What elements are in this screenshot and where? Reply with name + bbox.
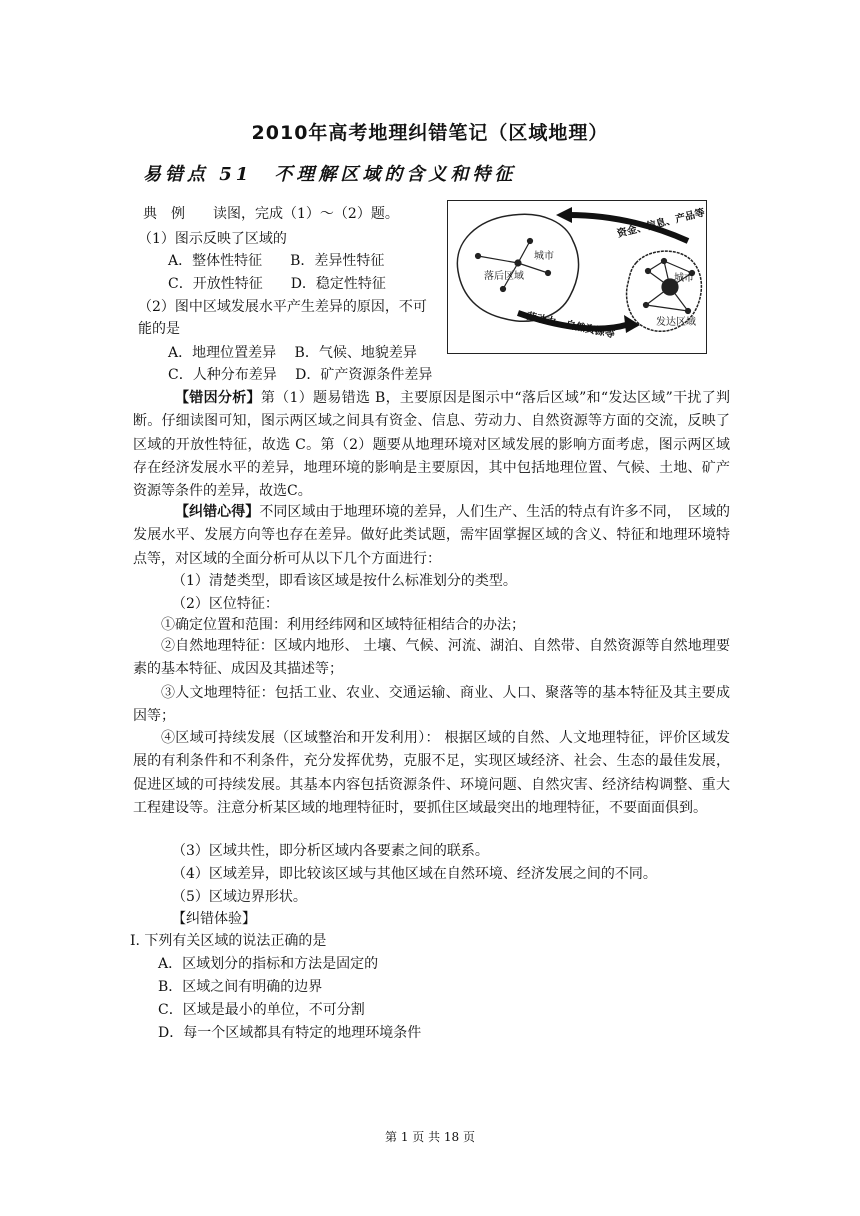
error-insight-tag: 【纠错心得】 xyxy=(175,504,260,520)
exercise-option-d: D．每一个区域都具有特定的地理环境条件 xyxy=(158,1025,422,1041)
top-arrow-label: 资金、信息、产品等 xyxy=(616,207,706,240)
left-region-label: 落后区域 xyxy=(484,271,524,282)
exercise-tag: 【纠错体验】 xyxy=(172,911,256,927)
exercise-option-c: C．区域是最小的单位，不可分割 xyxy=(158,1002,365,1018)
question-1-options-cd: C．开放性特征 D．稳定性特征 xyxy=(168,276,386,292)
example-intro: 典 例 读图，完成（1）～（2）题。 xyxy=(143,206,399,222)
region-exchange-diagram xyxy=(447,200,707,354)
question-1: （1）图示反映了区域的 xyxy=(138,231,287,247)
insight-point-5: （5）区域边界形状。 xyxy=(172,889,307,905)
insight-point-2: （2）区位特征： xyxy=(172,596,279,612)
right-region-label: 发达区域 xyxy=(656,317,696,328)
insight-point-1: （1）清楚类型，即看该区域是按什么标准划分的类型。 xyxy=(172,573,517,589)
question-2-options-ab: A．地理位置差异 B．气候、地貌差异 xyxy=(168,345,417,361)
question-1-options-ab: A．整体性特征 B．差异性特征 xyxy=(168,253,385,269)
page-footer: 第 1 页 共 18 页 xyxy=(385,1130,475,1144)
insight-subpoint-1: ①确定位置和范围：利用经纬网和区域特征相结合的办法； xyxy=(161,617,525,633)
backward-region-network xyxy=(476,239,551,292)
insight-point-3: （3）区域共性，即分析区域内各要素之间的联系。 xyxy=(172,843,489,859)
error-analysis-tag: 【错因分析】 xyxy=(175,390,261,406)
exercise-option-a: A．区域划分的指标和方法是固定的 xyxy=(158,956,379,972)
insight-subpoint-3: ③人文地理特征：包括工业、农业、交通运输、商业、人口、聚落等的基本特征及其主要成因等； xyxy=(133,685,730,725)
document-title: 2010年高考地理纠错笔记（区域地理） xyxy=(251,122,609,144)
right-city-label: 城市 xyxy=(674,273,694,284)
insight-point-4: （4）区域差异，即比较该区域与其他区域在自然环境、经济发展之间的不同。 xyxy=(172,866,657,882)
insight-subpoint-2: ②自然地理特征：区域内地形、 土壤、气候、河流、湖泊、自然带、自然资源等自然地理要素的基本特征、成因及其描述等； xyxy=(133,638,730,678)
exercise-option-b: B．区域之间有明确的边界 xyxy=(158,979,323,995)
error-analysis-text: 第（1）题易错选 B，主要原因是图示中“落后区域”和“发达区域”干扰了判断。仔细读图可知，图示两区域之间具有资金、信息、劳动力、自然资源等方面的交流，反映了区域的开放性特征，故选 C。第（2）题要从地理环境对区域发展的影响方面考虑，图示两区域存在经济发展水平的差异，地理环境的影响是主要原因，其中包括地理位置、气候、土地、矿产资源等条件的差异，故选C。 xyxy=(133,390,731,500)
bottom-arrow-label: 劳动力、自然资源等 xyxy=(525,311,616,341)
left-city-label: 城市 xyxy=(534,251,554,262)
question-2-line-2: 能的是 xyxy=(138,321,180,337)
developed-region-network xyxy=(644,259,695,314)
section-heading: 易错点 51 不理解区域的含义和特征 xyxy=(143,164,517,185)
backward-region-outline xyxy=(457,214,578,321)
bottom-arrow-head xyxy=(624,315,640,333)
question-2-line-1: （2）图中区域发展水平产生差异的原因，不可 xyxy=(138,299,427,315)
exercise-question: I. 下列有关区域的说法正确的是 xyxy=(130,933,327,949)
error-insight-text: 不同区域由于地理环境的差异，人们生产、生活的特点有许多不同， 区域的发展水平、发展方向等也存在差异。做好此类试题，需牢固掌握区域的含义、特征和地理环境特点等，对区域的全面分析可从以下几个方面进行： xyxy=(133,504,731,567)
error-insight xyxy=(133,501,730,571)
error-analysis xyxy=(133,387,730,503)
insight-subpoint-4: ④区域可持续发展（区域整治和开发利用）： 根据区域的自然、人文地理特征，评价区域发展的有利条件和不利条件，充分发挥优势，克服不足，实现区域经济、社会、生态的最佳发展，促进区域的可持续发展。其基本内容包括资源条件、环境问题、自然灾害、经济结构调整、重大工程建设等。注意分析某区域的地理特征时，要抓住区域最突出的地理特征，不要面面俱到。 xyxy=(133,730,730,816)
question-2-options-cd: C．人种分布差异 D．矿产资源条件差异 xyxy=(168,367,433,383)
top-arrow-head xyxy=(556,207,572,223)
